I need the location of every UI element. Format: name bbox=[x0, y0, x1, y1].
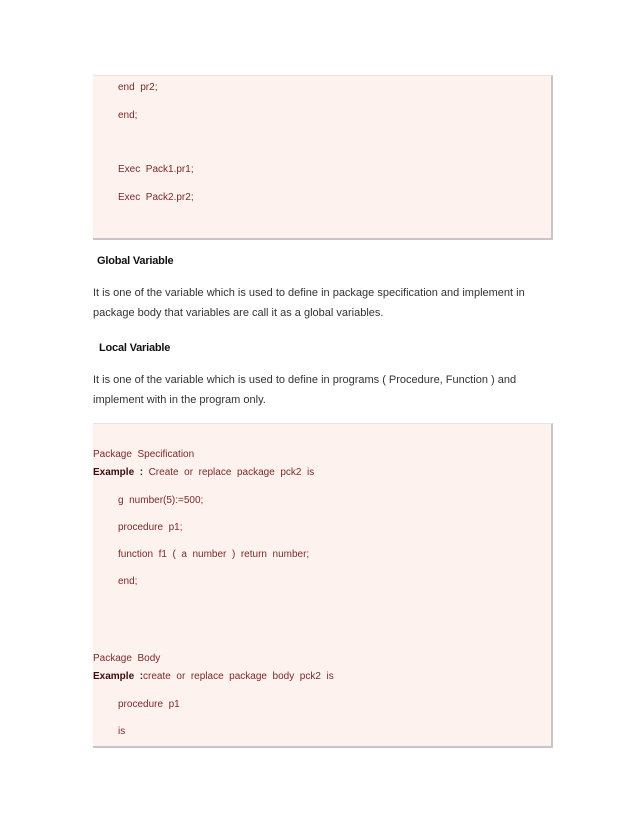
code-line: is bbox=[118, 726, 126, 737]
local-variable-heading: Local Variable bbox=[99, 342, 171, 354]
code-line: Exec Pack1.pr1; bbox=[118, 164, 194, 175]
body-title: Package Body bbox=[93, 653, 161, 664]
global-variable-paragraph bbox=[93, 283, 543, 323]
body-example-line bbox=[93, 671, 334, 683]
code-block-package-pck2 bbox=[93, 423, 553, 748]
local-variable-paragraph bbox=[93, 370, 543, 410]
global-variable-heading: Global Variable bbox=[97, 255, 174, 267]
paragraph-line: It is one of the variable which is used to define in programs ( Procedure, Function ) and bbox=[93, 374, 517, 386]
spec-title: Package Specification bbox=[93, 449, 195, 460]
spec-example-line bbox=[93, 467, 314, 479]
code-line: end pr2; bbox=[118, 82, 158, 93]
code-block-package-exec bbox=[93, 75, 553, 240]
paragraph-line: package body that variables are call it as a global variables. bbox=[93, 307, 384, 319]
code-line: procedure p1 bbox=[118, 699, 180, 710]
example-label: Example : bbox=[93, 671, 144, 682]
code-line: procedure p1; bbox=[118, 522, 183, 533]
paragraph-line: It is one of the variable which is used to define in package specification and implement in bbox=[93, 287, 525, 299]
example-code: Create or replace package pck2 is bbox=[143, 467, 315, 478]
code-line: function f1 ( a number ) return number; bbox=[118, 549, 310, 560]
example-label: Example : bbox=[93, 467, 144, 478]
code-line: end; bbox=[118, 576, 138, 587]
example-code: create or replace package body pck2 is bbox=[143, 671, 334, 682]
code-line: g number(5):=500; bbox=[118, 495, 204, 506]
code-line: end; bbox=[118, 110, 138, 121]
paragraph-line: implement with in the program only. bbox=[93, 394, 266, 406]
code-line: Exec Pack2.pr2; bbox=[118, 192, 194, 203]
